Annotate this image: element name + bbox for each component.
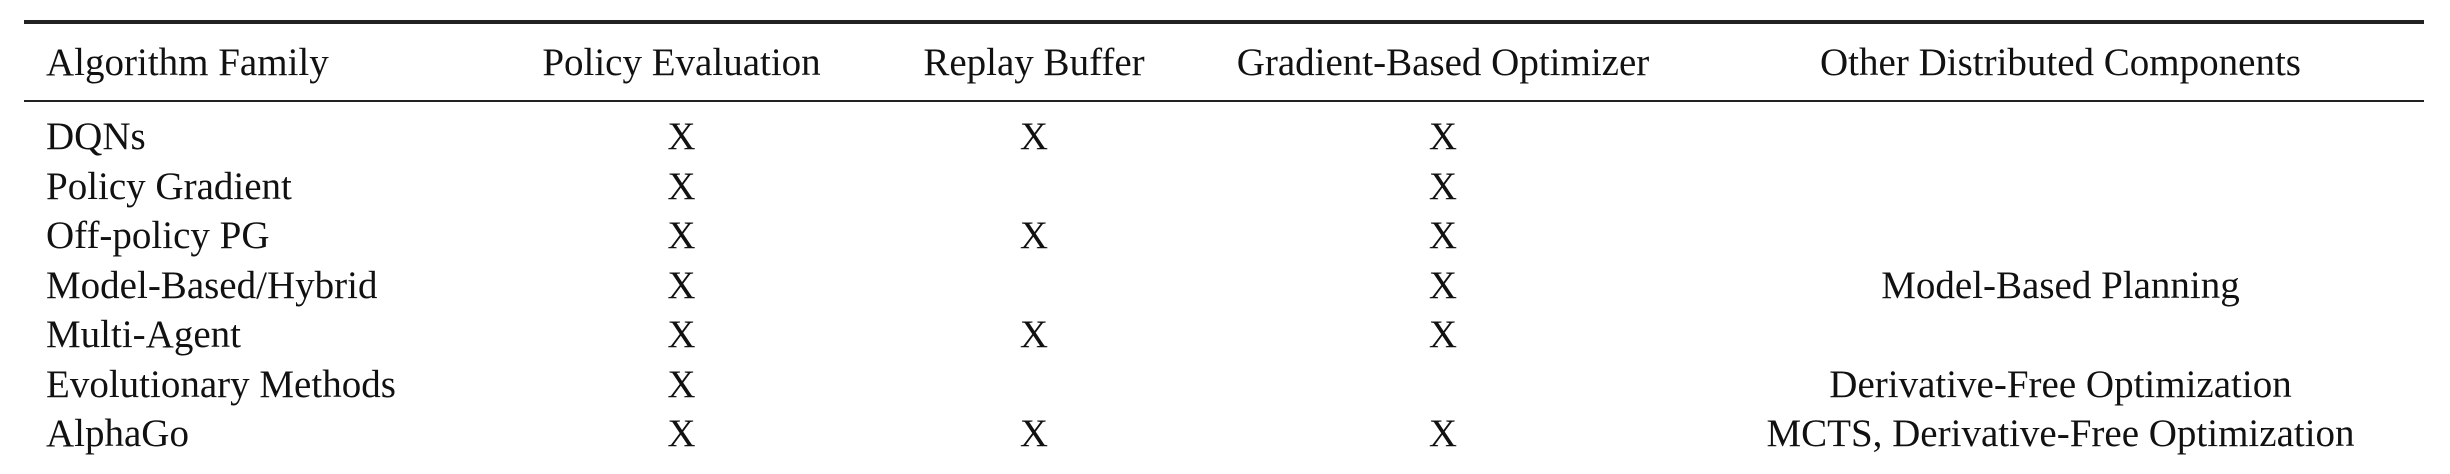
cell-policy-evaluation: X	[667, 214, 696, 258]
cell-gradient-based-optimizer: X	[1428, 263, 1458, 307]
cell-gradient-based-optimizer	[1189, 360, 1697, 410]
cell-other-components	[1697, 310, 2424, 360]
table-data	[24, 102, 2424, 459]
header-policy-evaluation: Policy Evaluation	[542, 40, 821, 84]
cell-algorithm-family: Model-Based/Hybrid	[46, 263, 378, 307]
header-gradient-based-optimizer: Gradient-Based Optimizer	[1236, 40, 1650, 84]
cell-replay-buffer	[879, 360, 1189, 410]
cell-other-components	[1697, 211, 2424, 261]
table-row	[24, 360, 2424, 410]
header-row	[24, 24, 2424, 100]
cell-policy-evaluation: X	[667, 115, 696, 159]
cell-gradient-based-optimizer: X	[1428, 214, 1458, 258]
algorithm-components-table	[24, 20, 2424, 459]
table-row	[24, 162, 2424, 212]
cell-other-components: Derivative-Free Optimization	[1829, 362, 2292, 406]
cell-algorithm-family: Policy Gradient	[46, 164, 292, 208]
cell-replay-buffer	[879, 162, 1189, 212]
cell-algorithm-family: AlphaGo	[46, 412, 189, 456]
header-algorithm-family: Algorithm Family	[46, 40, 329, 84]
cell-algorithm-family: Off-policy PG	[46, 214, 270, 258]
cell-other-components: MCTS, Derivative-Free Optimization	[1766, 412, 2355, 456]
header-other-distributed-components: Other Distributed Components	[1820, 40, 2301, 84]
cell-policy-evaluation: X	[667, 164, 696, 208]
cell-replay-buffer: X	[1019, 214, 1049, 258]
cell-policy-evaluation: X	[667, 263, 696, 307]
cell-algorithm-family: DQNs	[46, 115, 146, 159]
cell-other-components: Model-Based Planning	[1881, 263, 2240, 307]
cell-gradient-based-optimizer: X	[1428, 412, 1458, 456]
header-replay-buffer: Replay Buffer	[923, 40, 1145, 84]
table-row	[24, 102, 2424, 162]
table-body	[24, 24, 2424, 100]
cell-gradient-based-optimizer: X	[1428, 164, 1458, 208]
cell-other-components	[1697, 162, 2424, 212]
table-row	[24, 261, 2424, 311]
cell-gradient-based-optimizer: X	[1428, 313, 1458, 357]
cell-other-components	[1697, 102, 2424, 162]
cell-replay-buffer: X	[1019, 115, 1049, 159]
cell-gradient-based-optimizer: X	[1428, 115, 1458, 159]
cell-replay-buffer: X	[1019, 313, 1049, 357]
table-row	[24, 409, 2424, 459]
cell-policy-evaluation: X	[667, 313, 696, 357]
cell-policy-evaluation: X	[667, 362, 696, 406]
cell-policy-evaluation: X	[667, 412, 696, 456]
table-row	[24, 211, 2424, 261]
cell-algorithm-family: Evolutionary Methods	[46, 362, 396, 406]
cell-algorithm-family: Multi-Agent	[46, 313, 241, 357]
cell-replay-buffer: X	[1019, 412, 1049, 456]
table-row	[24, 310, 2424, 360]
cell-replay-buffer	[879, 261, 1189, 311]
